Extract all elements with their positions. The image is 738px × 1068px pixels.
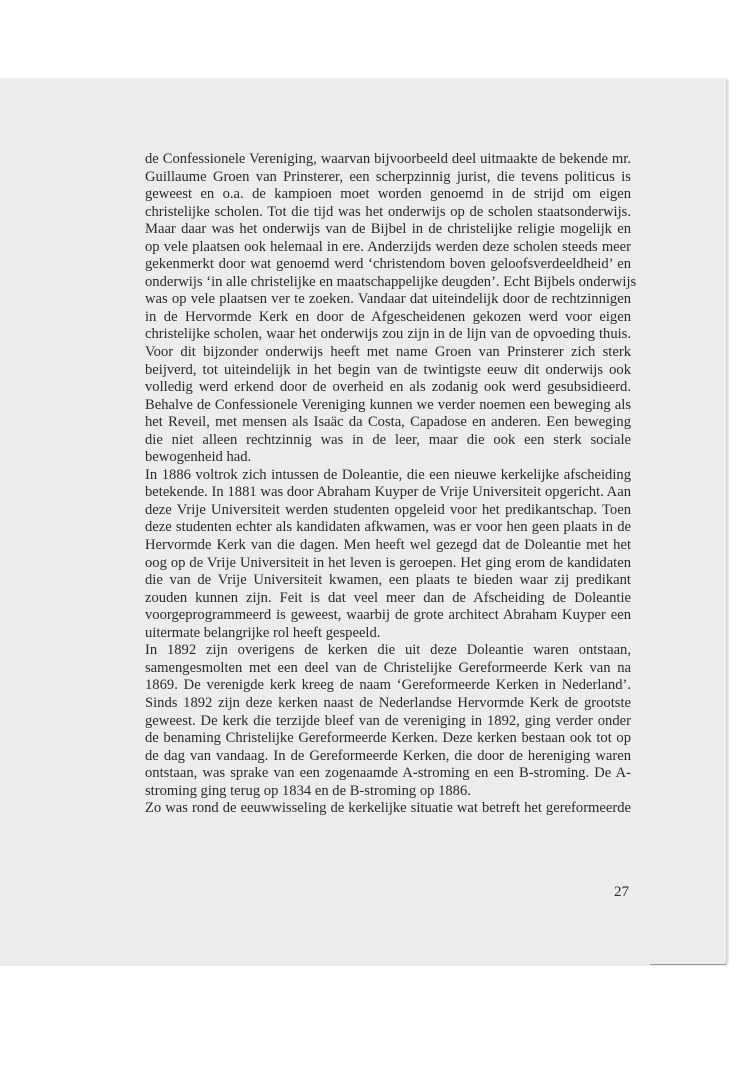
page-edge-shadow (726, 80, 730, 964)
text-line: christelijke scholen, waar het onderwijs zou zijn in de lijn van de opvoeding thuis. (145, 326, 631, 343)
text-line: volledig werd erkend door de overheid en als zodanig ook werd gesubsidieerd. (145, 379, 631, 396)
text-line: die niet alleen rechtzinnig was in de leer, maar die ook een sterk sociale (145, 431, 631, 448)
text-line: bewogenheid had. (145, 449, 252, 466)
text-line: was op vele plaatsen ver te zoeken. Vandaar dat uiteindelijk door de rechtzinnigen (145, 291, 631, 308)
text-line: de Confessionele Vereniging, waarvan bijvoorbeeld deel uitmaakte de bekende mr. (145, 151, 631, 167)
text-line: geweest. De kerk die terzijde bleef van de vereniging in 1892, ging verder onder (145, 712, 631, 729)
text-line: Hervormde Kerk van die dagen. Men heeft wel gezegd dat de Doleantie met het (145, 537, 631, 554)
text-line: zouden kunnen zijn. Feit is dat veel meer dan de Afscheiding de Doleantie (145, 589, 631, 606)
text-line: christelijke scholen. Tot die tijd was het onderwijs op de scholen staatsonderwijs. (145, 203, 631, 220)
body-text (145, 151, 637, 818)
page-bottom-rule (650, 964, 726, 965)
text-line: op vele plaatsen ook helemaal in ere. Anderzijds werden deze scholen steeds meer (145, 238, 631, 255)
text-line: uitermate belangrijke rol heeft gespeeld. (145, 624, 381, 641)
text-line: In 1886 voltrok zich intussen de Doleantie, die een nieuwe kerkelijke afscheiding (145, 466, 631, 483)
text-line: ontstaan, was sprake van een zogenaamde A-stroming en een B-stroming. De A- (145, 765, 631, 782)
text-line: betekende. In 1881 was door Abraham Kuyper de Vrije Universiteit opgericht. Aan (145, 484, 631, 501)
text-line: de dag van vandaag. In de Gereformeerde Kerken, die door de hereniging waren (145, 747, 631, 764)
text-line: in de Hervormde Kerk en door de Afgescheidenen gekozen werd voor eigen (145, 308, 631, 325)
text-line: het Reveil, met mensen als Isaäc da Costa, Capadose en anderen. Een beweging (145, 414, 631, 431)
text-line: voorgeprogrammeerd is geweest, waarbij de grote architect Abraham Kuyper een (145, 607, 631, 624)
text-line: 1869. De verenigde kerk kreeg de naam ‘Gereformeerde Kerken in Nederland’. (145, 677, 631, 694)
text-line: gekenmerkt door wat genoemd werd ‘christendom boven geloofsverdeeldheid’ en (145, 256, 631, 273)
text-line: In 1892 zijn overigens de kerken die uit deze Doleantie waren ontstaan, (145, 642, 631, 659)
text-line: Sinds 1892 zijn deze kerken naast de Nederlandse Hervormde Kerk de grootste (145, 694, 631, 711)
page-number: 27 (614, 884, 629, 900)
text-line: oog op de Vrije Universiteit in het leven is geroepen. Het ging erom de kandidaten (145, 554, 631, 571)
text-line: beijverd, tot uiteindelijk in het begin van de twintigste eeuw dit onderwijs ook (145, 361, 631, 378)
text-line: Voor dit bijzonder onderwijs heeft met name Groen van Prinsterer zich sterk (145, 344, 631, 361)
text-line: Behalve de Confessionele Vereniging kunnen we verder noemen een beweging als (145, 396, 631, 413)
text-line: geweest en o.a. de kampioen moet worden genoemd in de strijd om eigen (145, 186, 631, 203)
text-line: deze Vrije Universiteit werden studenten opgeleid voor het predikantschap. Toen (145, 501, 631, 518)
text-line: Zo was rond de eeuwwisseling de kerkelijke situatie wat betreft het gereformeerde (145, 800, 631, 817)
text-line: Maar daar was het onderwijs van de Bijbel in de christelijke religie mogelijk en (145, 221, 631, 238)
text-line: Guillaume Groen van Prinsterer, een scherpzinnig jurist, die tevens politicus is (145, 168, 631, 185)
text-line: samengesmolten met een deel van de Christelijke Gereformeerde Kerk van na (145, 659, 631, 676)
text-line: die van de Vrije Universiteit kwamen, een plaats te bieden waar zij predikant (145, 572, 631, 589)
text-line: deze studenten echter als kandidaten afkwamen, was er voor hen geen plaats in de (145, 519, 631, 536)
text-line: stroming ging terug op 1834 en de B-stroming op 1886. (145, 782, 471, 799)
text-line: onderwijs ‘in alle christelijke en maatschappelijke deugden’. Echt Bijbels onderwijs (145, 273, 637, 290)
text-line: de benaming Christelijke Gereformeerde Kerken. Deze kerken bestaan ook tot op (145, 730, 631, 747)
